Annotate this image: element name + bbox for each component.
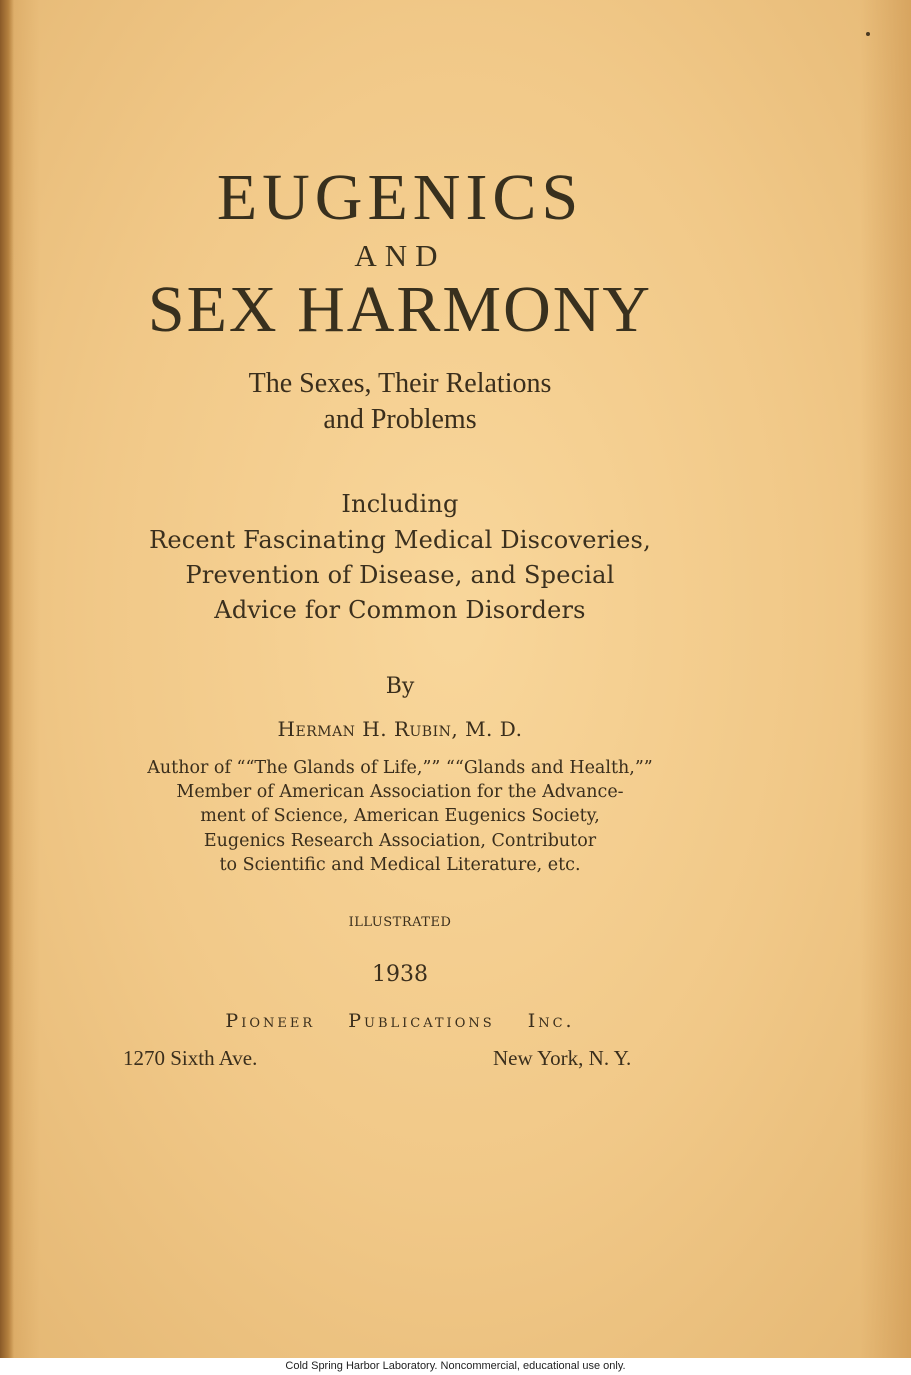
- main-title-line-1: EUGENICS: [216, 161, 584, 234]
- publication-year: 1938: [372, 962, 428, 987]
- publisher-city: New York, N. Y.: [493, 1046, 632, 1070]
- main-title-connector: AND: [354, 238, 446, 273]
- by-label: By: [385, 674, 415, 699]
- author-credential-line: ment of Science, American Eugenics Society,: [200, 806, 600, 826]
- publisher-word-3: Inc.: [527, 1010, 575, 1032]
- publisher-street-address: 1270 Sixth Ave.: [123, 1046, 258, 1070]
- publisher-word-1: Pioneer: [225, 1010, 316, 1032]
- author-credential-line: Author of ““The Glands of Life,”” ““Glands and Health,””: [147, 758, 653, 778]
- subtitle-line-2: and Problems: [323, 404, 477, 435]
- including-line-3: Prevention of Disease, and Special: [185, 561, 615, 589]
- author-name: Herman H. Rubin, M. D.: [277, 717, 523, 741]
- author-credential-line: Member of American Association for the Advance-: [176, 782, 624, 802]
- main-title-line-2: SEX HARMONY: [147, 273, 653, 346]
- publisher-word-2: Publications: [348, 1010, 495, 1032]
- subtitle-line-1: The Sexes, Their Relations: [248, 368, 552, 399]
- archive-footer-note: Cold Spring Harbor Laboratory. Noncommercial, educational use only.: [0, 1358, 911, 1375]
- illustrated-note: ILLUSTRATED: [348, 915, 452, 930]
- publisher-name: [0, 1010, 800, 1032]
- including-line-2: Recent Fascinating Medical Discoveries,: [149, 526, 651, 554]
- including-heading: Including: [341, 490, 459, 518]
- author-credential-line: Eugenics Research Association, Contributor: [203, 831, 597, 851]
- including-line-4: Advice for Common Disorders: [214, 596, 586, 624]
- author-credential-line: to Scientific and Medical Literature, etc.: [219, 855, 581, 875]
